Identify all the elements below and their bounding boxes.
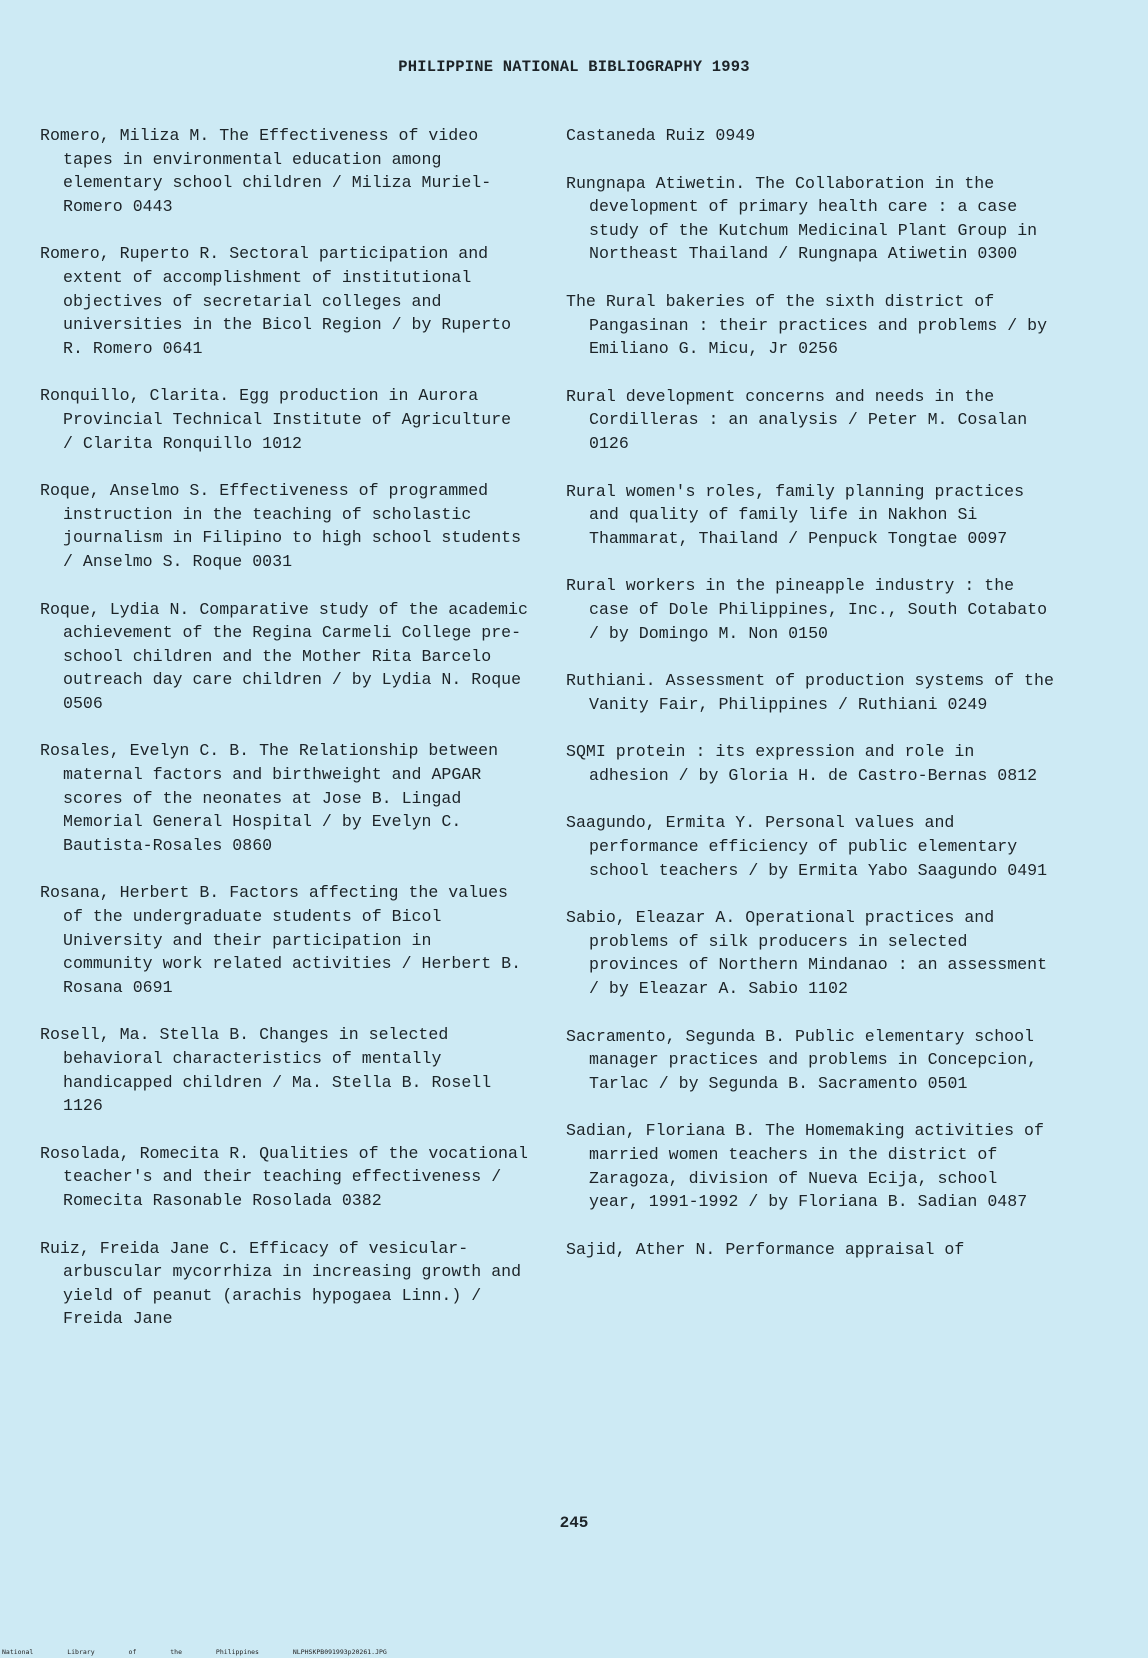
page-title: PHILIPPINE NATIONAL BIBLIOGRAPHY 1993 xyxy=(398,58,750,76)
bibliography-entry: Sacramento, Segunda B. Public elementary school manager practices and problems in Concepcion, Tarlac / by Segunda B. Sacramento 0501 xyxy=(566,1026,1048,1093)
bibliography-entry: Rungnapa Atiwetin. The Collaboration in the development of primary health care : a case study of the Kutchum Medicinal Plant Group in Northeast Thailand / Rungnapa Atiwetin 0300 xyxy=(566,173,1048,264)
bibliography-entry: Roque, Anselmo S. Effectiveness of programmed instruction in the teaching of scholastic journalism in Filipino to high school students / Anselmo S. Roque 0031 xyxy=(40,481,532,571)
scan-footer xyxy=(2,1648,387,1656)
bibliography-entry: Rural women's roles, family planning practices and quality of family life in Nakhon Si Thammarat, Thailand / Penpuck Tongtae 0097 xyxy=(566,481,1035,548)
bibliography-entry: Rosana, Herbert B. Factors affecting the values of the undergraduate students of Bicol University and their participation in community work related activities / Herbert B. Rosana 0691 xyxy=(40,883,532,997)
bibliography-entry: Romero, Ruperto R. Sectoral participation and extent of accomplishment of institutional objectives of secretarial colleges and universities in the Bicol Region / by Ruperto R. Romero 0641 xyxy=(40,244,522,358)
bibliography-entry: Rosell, Ma. Stella B. Changes in selected behavioral characteristics of mentally handicapped children / Ma. Stella B. Rosell 1126 xyxy=(40,1025,502,1116)
left-column xyxy=(40,124,538,1355)
bibliography-entry: The Rural bakeries of the sixth district of Pangasinan : their practices and problems / by Emiliano G. Micu, Jr 0256 xyxy=(566,291,1058,359)
page-number: 245 xyxy=(559,1514,589,1532)
bibliography-entry: Rural development concerns and needs in the Cordilleras : an analysis / Peter M. Cosalan 0126 xyxy=(566,386,1038,453)
bibliography-entry: Saagundo, Ermita Y. Personal values and performance efficiency of public elementary school teachers / by Ermita Yabo Saagundo 0491 xyxy=(566,813,1048,880)
bibliography-entry: Rosales, Evelyn C. B. The Relationship between maternal factors and birthweight and APGAR scores of the neonates at Jose B. Lingad Memorial General Hospital / by Evelyn C. Bautista-Rosales 0860 xyxy=(40,741,509,855)
bibliography-entry: Romero, Miliza M. The Effectiveness of video tapes in environmental education among elementary school children / Miliza Muriel-Romero 0443 xyxy=(40,126,492,216)
bibliography-entry: Roque, Lydia N. Comparative study of the academic achievement of the Regina Carmeli College pre-school children and the Mother Rita Barcelo outreach day care children / by Lydia N. Roque 0506 xyxy=(40,599,538,713)
right-column xyxy=(566,124,1064,1285)
bibliography-entry: Rural workers in the pineapple industry : the case of Dole Philippines, Inc., South Cotabato / by Domingo M. Non 0150 xyxy=(566,576,1058,643)
bibliography-entry: SQMI protein : its expression and role in adhesion / by Gloria H. de Castro-Bernas 0812 xyxy=(566,742,1038,785)
bibliography-entry: Ruiz, Freida Jane C. Efficacy of vesicular-arbuscular mycorrhiza in increasing growth and yield of peanut (arachis hypogaea Linn.) / Freida Jane xyxy=(40,1238,532,1329)
bibliography-entry: Sajid, Ather N. Performance appraisal of xyxy=(566,1239,965,1259)
bibliography-entry: Ronquillo, Clarita. Egg production in Aurora Provincial Technical Institute of Agriculture / Clarita Ronquillo 1012 xyxy=(40,386,522,453)
bibliography-entry-continued: Castaneda Ruiz 0949 xyxy=(566,126,756,145)
bibliography-entry: Rosolada, Romecita R. Qualities of the vocational teacher's and their teaching effectiveness / Romecita Rasonable Rosolada 0382 xyxy=(40,1143,538,1210)
footer-library: National Library of the Philippines xyxy=(2,1648,259,1656)
bibliography-entry: Ruthiani. Assessment of production systems of the Vanity Fair, Philippines / Ruthiani 0249 xyxy=(566,671,1064,714)
bibliography-entry: Sabio, Eleazar A. Operational practices and problems of silk producers in selected provinces of Northern Mindanao : an assessment / by Eleazar A. Sabio 1102 xyxy=(566,908,1058,999)
bibliography-entry: Sadian, Floriana B. The Homemaking activities of married women teachers in the district of Zaragoza, division of Nueva Ecija, school year, 1991-1992 / by Floriana B. Sadian 0487 xyxy=(566,1121,1054,1212)
footer-file: NLPHSKPB091993p20261.JPG xyxy=(292,1648,387,1656)
